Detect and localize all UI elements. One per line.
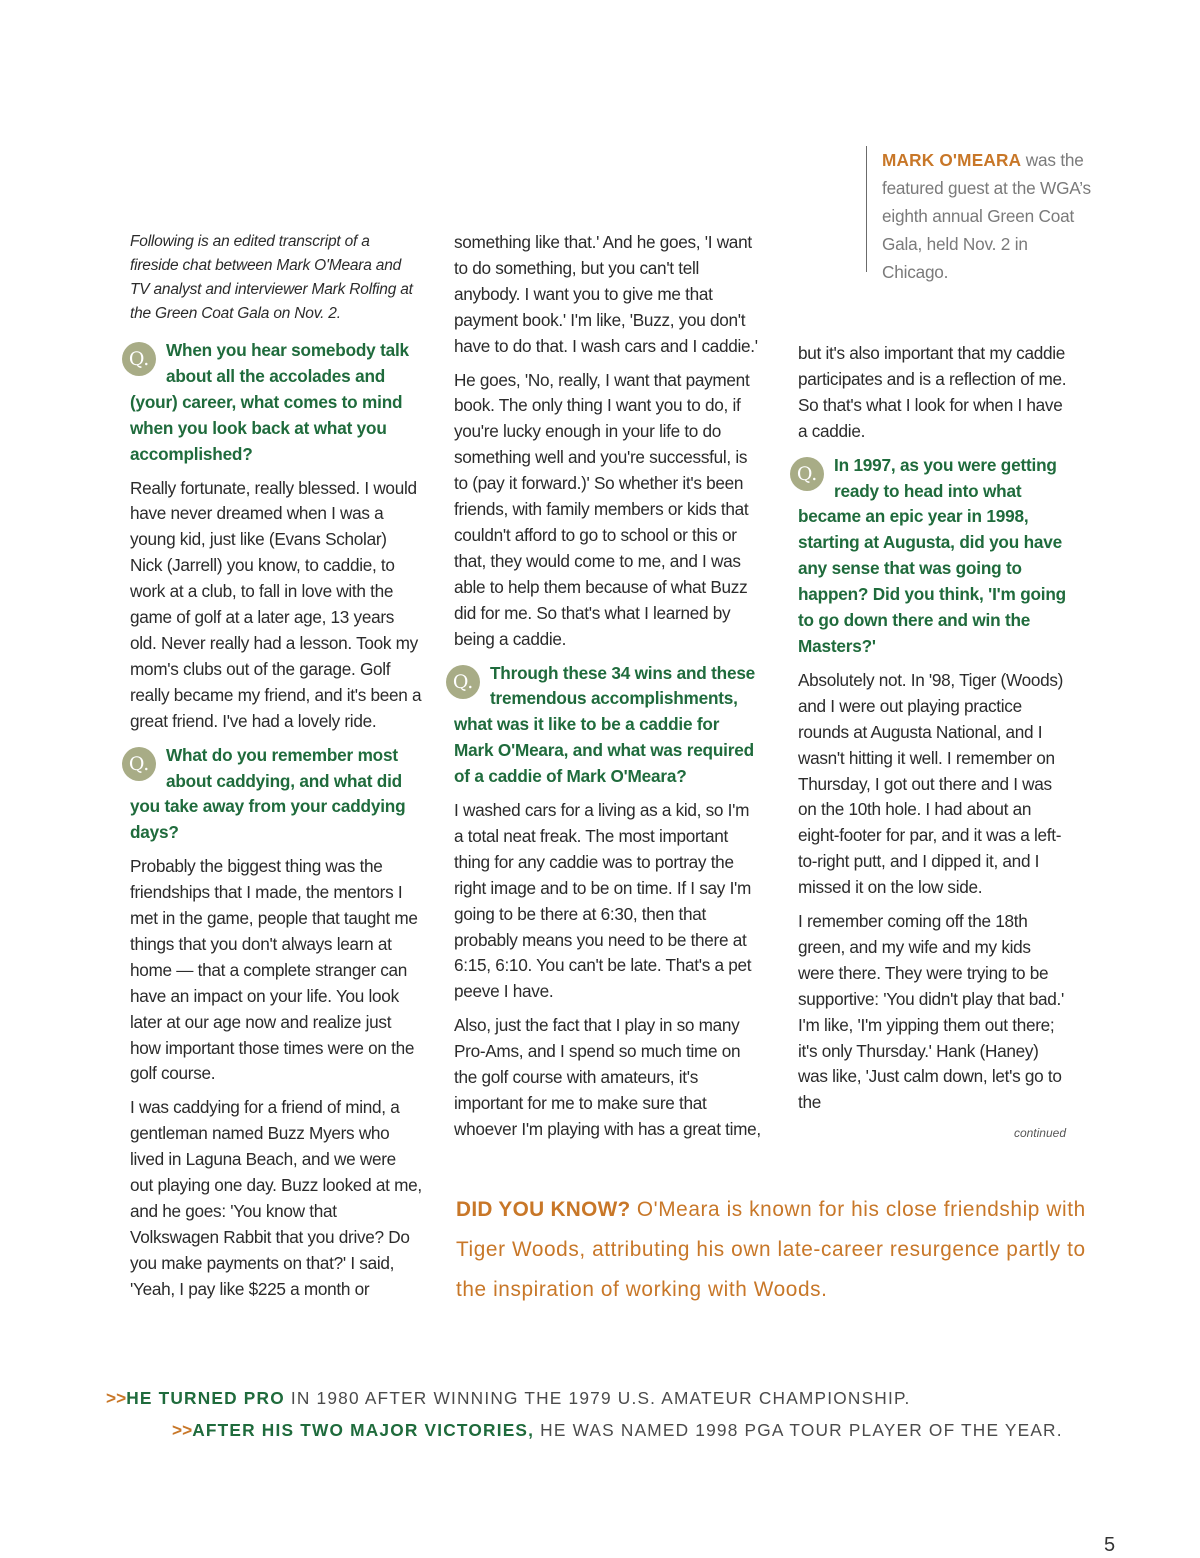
- question-3: [454, 661, 762, 791]
- q-badge-icon: Q.: [122, 342, 156, 376]
- guest-name: MARK O'MEARA: [882, 150, 1022, 170]
- question-1: [130, 338, 422, 468]
- answer-2-paragraph-2-start: I was caddying for a friend of mind, a gentleman named Buzz Myers who lived in Laguna Beach, and we were out playing one day. Buzz looked at me, and he goes: 'You know that Volkswagen Rabbit that you drive? Do you make payments on that?' I said, 'Yeah, I pay like $225 a month or: [130, 1097, 422, 1299]
- answer-3-paragraph-2-end: but it's also important that my caddie participates and is a reflection of me. So that's what I look for when I have a caddie.: [798, 343, 1067, 441]
- double-chevron-icon: >>: [106, 1388, 127, 1408]
- sidebar-text: was the featured guest at the WGA’s eighth annual Green Coat Gala, held Nov. 2 in Chicago.: [882, 150, 1091, 282]
- question-2-text: What do you remember most about caddying, and what did you take away from your caddying days?: [130, 744, 406, 843]
- answer-1: Really fortunate, really blessed. I would have never dreamed when I was a young kid, just like (Evans Scholar) Nick (Jarrell) you know, to caddie, to work at a club, to fall in love with the game of golf at a later age, 13 years old. Never really had a lesson. Took my mom's clubs out of the garage. Golf really became my friend, and it's been a great friend. I've had a lovely ride.: [130, 477, 422, 731]
- fact-2-lead: AFTER HIS TWO MAJOR VICTORIES,: [192, 1420, 535, 1440]
- fact-line-2: [172, 1420, 1063, 1441]
- double-chevron-icon: >>: [172, 1420, 193, 1440]
- fact-line-1: [106, 1388, 910, 1409]
- question-4: [798, 453, 1070, 660]
- article-column-1: [130, 230, 422, 1311]
- article-column-3: [798, 341, 1070, 1124]
- intro-text: Following is an edited transcript of a fireside chat between Mark O'Meara and TV analyst and interviewer Mark Rolfing at the Green Coat Gala on Nov. 2.: [130, 233, 413, 322]
- did-you-know-callout: [456, 1190, 1096, 1310]
- answer-3-paragraph-2-start: Also, just the fact that I play in so many Pro-Ams, and I spend so much time on the golf course with amateurs, it's important for me to make sure that whoever I'm playing with has a great time,: [454, 1015, 761, 1139]
- question-3-text: Through these 34 wins and these tremendous accomplishments, what was it like to be a caddie for Mark O'Meara, and what was required of a caddie of Mark O'Meara?: [454, 662, 756, 787]
- answer-2-paragraph-2-end: something like that.' And he goes, 'I want to do something, but you can't tell anybody. I want you to give me that payment book.' I'm like, 'Buzz, you don't have to do that. I wash cars and I caddie.': [454, 232, 758, 356]
- did-you-know-text: O'Meara is known for his close friendship with Tiger Woods, attributing his own late-career resurgence partly to the inspiration of working with Woods.: [456, 1198, 1086, 1301]
- fact-1-text: IN 1980 AFTER WINNING THE 1979 U.S. AMATEUR CHAMPIONSHIP.: [284, 1388, 911, 1408]
- answer-4-paragraph-1: Absolutely not. In '98, Tiger (Woods) and I were out playing practice rounds at Augusta National, and I wasn't hitting it well. I remember on Thursday, I got out there and I was on the 10th hole. I had about an eight-footer for par, and it was a left-to-right putt, and I dipped it, and I missed it on the low side.: [798, 669, 1064, 898]
- did-you-know-lead: DID YOU KNOW?: [456, 1198, 631, 1221]
- answer-2-paragraph-1: Probably the biggest thing was the friendships that I made, the mentors I met in the game, people that taught me things that you don't always learn at home — that a complete stranger can have an impact on your life. You look later at our age now and realize just how important those times were on the golf course.: [130, 856, 418, 1084]
- article-column-2: [454, 230, 762, 1151]
- continued-label: continued: [1013, 1126, 1066, 1140]
- question-1-text: When you hear somebody talk about all the accolades and (your) career, what comes to mind when you look back at what you accomplished?: [130, 340, 409, 464]
- q-badge-icon: Q.: [122, 747, 156, 781]
- fact-2-text: HE WAS NAMED 1998 PGA TOUR PLAYER OF THE YEAR.: [534, 1420, 1063, 1440]
- featured-guest-sidebar: [866, 146, 1092, 282]
- page-number: 5: [1104, 1534, 1116, 1556]
- answer-3-paragraph-1: I washed cars for a living as a kid, so I'm a total neat freak. The most important thing for any caddie was to portray the right image and to be on time. If I say I'm going to be there at 6:30, then that probably means you need to be there at 6:15, 6:10. You can't be late. That's a pet peeve I have.: [454, 800, 752, 1002]
- q-badge-icon: Q.: [446, 665, 480, 699]
- q-badge-icon: Q.: [790, 457, 824, 491]
- question-2: [130, 743, 422, 847]
- fact-1-lead: HE TURNED PRO: [126, 1388, 285, 1408]
- question-4-text: In 1997, as you were getting ready to head into what became an epic year in 1998, starting at Augusta, did you have any sense that was going to happen? Did you think, 'I'm going to go down there and win the Masters?': [798, 454, 1066, 656]
- answer-2-paragraph-3: He goes, 'No, really, I want that payment book. The only thing I want you to do, if you're lucky enough in your life to do something well and you're successful, is to (pay it forward.)' So whether it's been friends, with family members or kids that couldn't afford to go to school or this or that, they would come to me, and I was able to help them because of what Buzz did for me. So that's what I learned by being a caddie.: [454, 369, 750, 649]
- answer-4-paragraph-2: I remember coming off the 18th green, and my wife and my kids were there. They were trying to be supportive: 'You didn't play that bad.' I'm like, 'I'm yipping them out there; it's only Thursday.' Hank (Haney) was like, 'Just calm down, let's go to the: [798, 911, 1065, 1113]
